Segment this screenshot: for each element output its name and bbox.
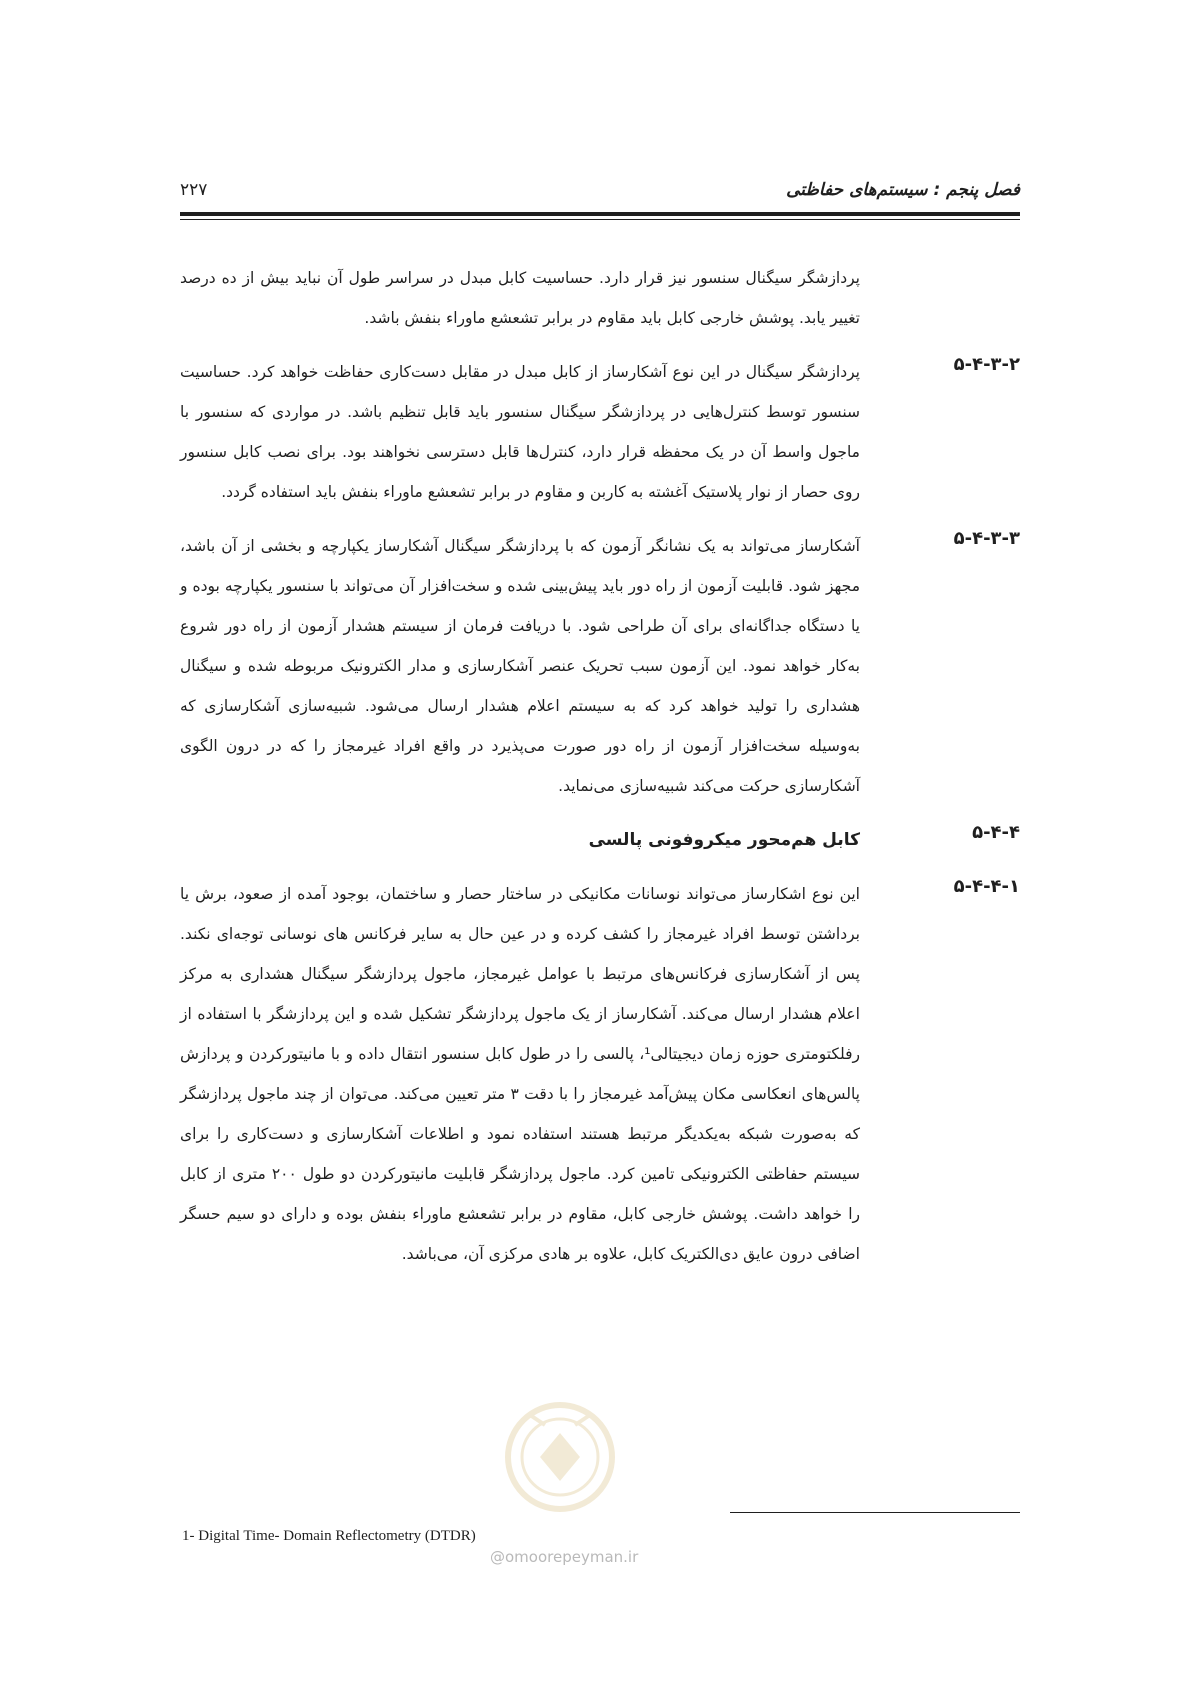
paragraph-text: این نوع اشکارساز می‌تواند نوسانات مکانیکی در ساختار حصار و ساختمان، بوجود آمده از صعود، برش یا برداشتن توسط افراد غیرمجاز را کشف کرده و در عین حال به سایر فرکانس های نوسانی توجه‌ای نکند. پس از آشکارسازی فرکانس‌های مرتبط با عوامل غیرمجاز، ماجول پردازشگر سیگنال هشداری به مرکز اعلام هشدار ارسال می‌کند. آشکارساز از یک ماجول پردازشگر تشکیل شده و این پردازشگر با استفاده از رفلکتومتری حوزه زمان دیجیتالی¹، پالسی را در طول کابل سنسور انتقال داده و با مانیتورکردن و پردازش پالس‌های انعکاسی مکان پیش‌آمد غیرمجاز را با دقت ۳ متر تعیین می‌کند. می‌توان از چند ماجول پردازشگر که به‌صورت شبکه به‌یکدیگر مرتبط هستند استفاده نمود و اطلاعات آشکارسازی و دست‌کاری را برای سیستم حفاظتی الکترونیکی تامین کرد. ماجول پردازشگر قابلیت مانیتورکردن دو طول ۲۰۰ متری از کابل را خواهد داشت. پوشش خارجی کابل، مقاوم در برابر تشعشع ماوراء بنفش بوده و دارای دو سیم حسگر اضافی درون عایق دی‌الکتریک کابل، علاوه بر هادی مرکزی آن، می‌باشد. — [180, 885, 861, 1263]
chapter-title: فصل پنجم : سیستم‌های حفاظتی — [786, 180, 1020, 200]
footnote-rule — [730, 1512, 1020, 1513]
section-number: ۵-۴-۳-۲ — [953, 354, 1020, 375]
section-number: ۵-۴-۴ — [972, 822, 1020, 843]
section-heading-item — [180, 820, 1020, 860]
section-heading: کابل هم‌محور میکروفونی پالسی — [588, 830, 860, 850]
header-rule-thick — [180, 212, 1020, 216]
paragraph-text: پردازشگر سیگنال سنسور نیز قرار دارد. حساسیت کابل مبدل در سراسر طول آن نباید بیش از ده درصد تغییر یابد. پوشش خارجی کابل باید مقاوم در برابر تشعشع ماوراء بنفش باشد. — [180, 269, 860, 327]
section-item — [180, 352, 1020, 512]
section-item — [180, 526, 1020, 806]
paragraph-text: آشکارساز می‌تواند به یک نشانگر آزمون که با پردازشگر سیگنال آشکارساز یکپارچه و بخشی از آن باشد، مجهز شود. قابلیت آزمون از راه دور باید پیش‌بینی شده و سخت‌افزار آن می‌تواند با سنسور یکپارچه بوده و یا دستگاه جداگانه‌ای برای آن طراحی شود. با دریافت فرمان از سیستم هشدار آزمون از راه دور شروع به‌کار خواهد نمود. این آزمون سبب تحریک عنصر آشکارسازی و مدار الکترونیک مربوطه شده و سیگنال هشداری را تولید خواهد کرد که به سیستم اعلام هشدار ارسال می‌شود. شبیه‌سازی آشکارسازی که به‌وسیله سخت‌افزار آزمون از راه دور صورت می‌پذیرد در واقع افراد غیرمجاز را که در درون الگوی آشکارسازی حرکت می‌کند شبیه‌سازی می‌نماید. — [180, 537, 860, 795]
section-number: ۵-۴-۴-۱ — [953, 876, 1020, 897]
header-rule-thin — [180, 219, 1020, 220]
section-item — [180, 874, 1020, 1274]
paragraph-text: پردازشگر سیگنال در این نوع آشکارساز از کابل مبدل در مقابل دست‌کاری حفاظت خواهد کرد. حساسیت سنسور توسط کنترل‌هایی در پردازشگر سیگنال سنسور باید قابل تنظیم باشد. در مواردی که سنسور با ماجول واسط آن در یک محفظه قرار دارد، کنترل‌ها قابل دسترسی نخواهند بود. برای نصب کابل سنسور روی حصار از نوار پلاستیک آغشته به کاربن و مقاوم در برابر تشعشع ماوراء بنفش باید استفاده گردد. — [180, 363, 860, 501]
watermark-seal-icon — [500, 1395, 620, 1525]
page-header — [180, 180, 1020, 210]
footnote: 1- Digital Time- Domain Reflectometry (DTDR) — [182, 1528, 476, 1544]
page-number: ۲۲۷ — [180, 180, 208, 200]
paragraph-continued — [180, 258, 1020, 338]
page-body — [180, 258, 1020, 1288]
section-number: ۵-۴-۳-۳ — [953, 528, 1020, 549]
watermark-text: @omoorepeyman.ir — [490, 1548, 639, 1566]
